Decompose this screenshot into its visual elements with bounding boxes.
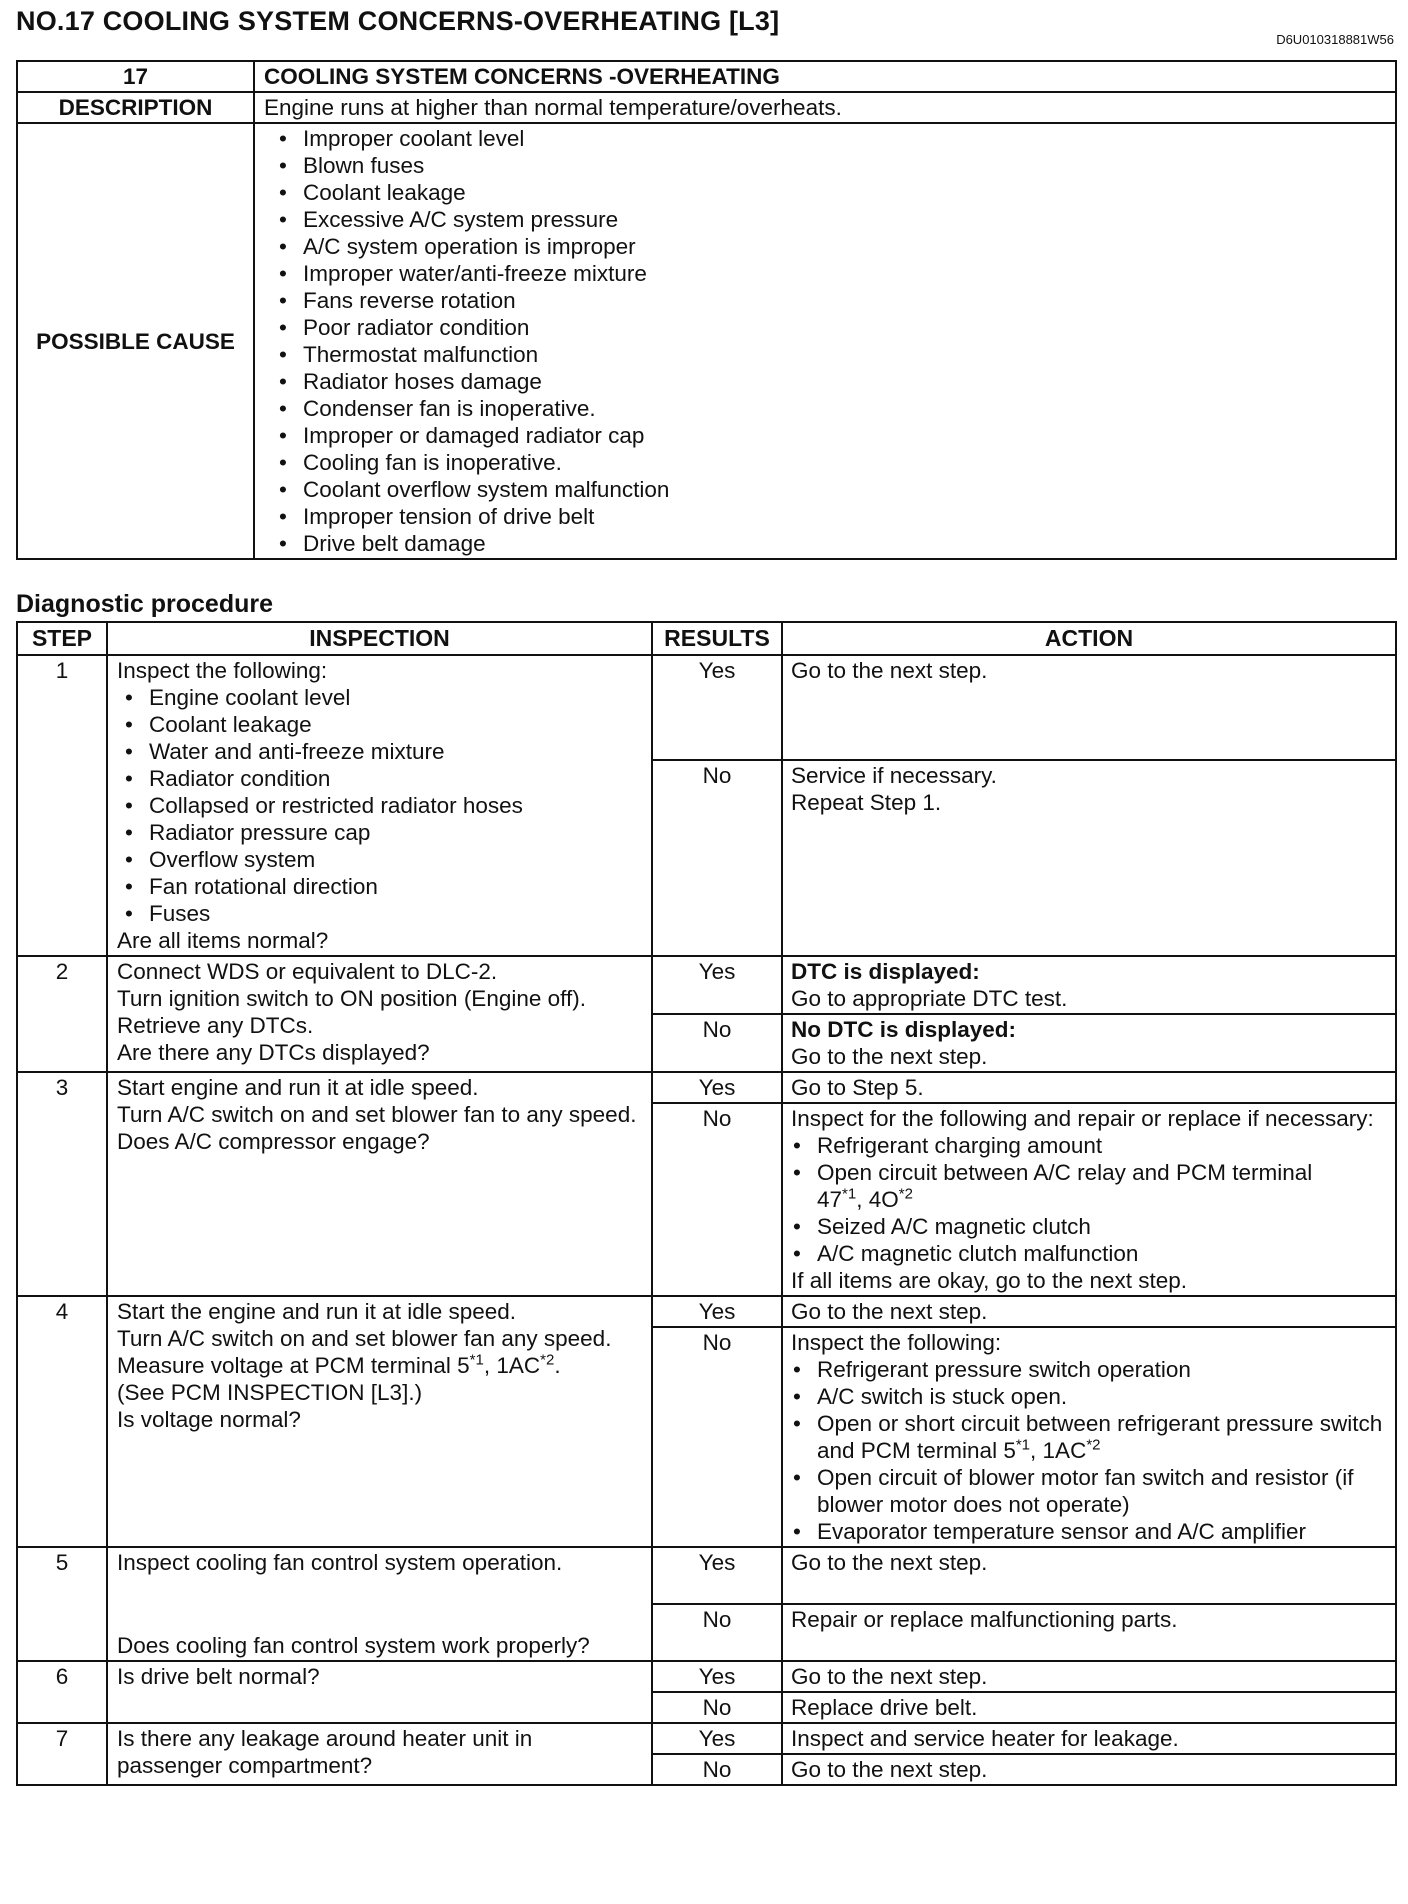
step-5-inspection bbox=[107, 1547, 652, 1661]
result-no: No bbox=[652, 1754, 782, 1785]
inspection-text: Inspect the following: bbox=[117, 658, 328, 683]
action-yes: Go to the next step. bbox=[782, 1661, 1396, 1692]
inspection-question: Is voltage normal? bbox=[117, 1407, 301, 1432]
cause-item: • Radiator hoses damage bbox=[279, 368, 1386, 395]
description-text: Engine runs at higher than normal temperature/overheats. bbox=[254, 92, 1396, 123]
result-no: No bbox=[652, 1327, 782, 1547]
inspection-text: Connect WDS or equivalent to DLC-2. bbox=[117, 959, 498, 984]
result-yes: Yes bbox=[652, 1723, 782, 1754]
step-6-yes-row bbox=[17, 1661, 1396, 1692]
column-header-step: STEP bbox=[17, 622, 107, 655]
description-label: DESCRIPTION bbox=[17, 92, 254, 123]
possible-cause-cell bbox=[254, 123, 1396, 559]
action-no: Go to the next step. bbox=[782, 1754, 1396, 1785]
action-item: • Evaporator temperature sensor and A/C amplifier bbox=[793, 1518, 1386, 1545]
terminal-code: 4O bbox=[868, 1187, 899, 1212]
spacer bbox=[117, 1576, 642, 1632]
inspection-text: Turn ignition switch to ON position (Engine off). bbox=[117, 986, 586, 1011]
step-number: 6 bbox=[17, 1661, 107, 1723]
result-yes: Yes bbox=[652, 1547, 782, 1604]
inspection-text: Measure voltage at PCM terminal 5$^{*1}$, 1AC$^{*2}$. bbox=[117, 1351, 561, 1378]
step-2-yes-row bbox=[17, 956, 1396, 1014]
diagnostic-header-row bbox=[17, 622, 1396, 655]
column-header-inspection: INSPECTION bbox=[107, 622, 652, 655]
step-number: 1 bbox=[17, 655, 107, 956]
inspection-question: Is drive belt normal? bbox=[107, 1661, 652, 1723]
possible-cause-row bbox=[17, 123, 1396, 559]
action-yes: Go to the next step. bbox=[782, 1296, 1396, 1327]
result-no: No bbox=[652, 1604, 782, 1661]
action-yes: Go to the next step. bbox=[782, 1547, 1396, 1604]
action-item: • Open circuit of blower motor fan switch and resistor (if blower motor does not operate) bbox=[793, 1464, 1386, 1518]
action-yes: Go to Step 5. bbox=[782, 1072, 1396, 1103]
possible-cause-label: POSSIBLE CAUSE bbox=[17, 123, 254, 559]
action-item: • Seized A/C magnetic clutch bbox=[793, 1213, 1386, 1240]
inspection-question: Are all items normal? bbox=[117, 928, 329, 953]
action-text: Service if necessary. bbox=[791, 762, 997, 788]
result-no: No bbox=[652, 760, 782, 956]
result-no: No bbox=[652, 1014, 782, 1072]
cause-item: • Coolant leakage bbox=[279, 179, 1386, 206]
cause-item: • Blown fuses bbox=[279, 152, 1386, 179]
cause-item: • Fans reverse rotation bbox=[279, 287, 1386, 314]
inspection-question: Does cooling fan control system work properly? bbox=[117, 1633, 590, 1658]
terminal-code: 1AC bbox=[1042, 1438, 1087, 1463]
action-no bbox=[782, 760, 1396, 956]
action-text: Inspect for the following and repair or replace if necessary: bbox=[791, 1106, 1374, 1131]
overview-table bbox=[16, 60, 1397, 560]
inspection-item: • Fan rotational direction bbox=[125, 873, 642, 900]
action-yes: Inspect and service heater for leakage. bbox=[782, 1723, 1396, 1754]
inspection-text-part: Measure voltage at PCM terminal 5 bbox=[117, 1353, 470, 1378]
action-item: • A/C switch is stuck open. bbox=[793, 1383, 1386, 1410]
footnote-marker: *2 bbox=[1086, 1436, 1101, 1454]
footnote-marker: *1 bbox=[469, 1351, 484, 1369]
action-list bbox=[791, 1356, 1386, 1545]
inspection-text: Start the engine and run it at idle speed. bbox=[117, 1299, 517, 1324]
concern-number: 17 bbox=[17, 61, 254, 92]
action-no bbox=[782, 1103, 1396, 1296]
action-yes: Go to the next step. bbox=[782, 655, 1396, 760]
action-no: Repair or replace malfunctioning parts. bbox=[782, 1604, 1396, 1661]
action-item: • Open circuit between A/C relay and PCM terminal 47$^{*1}$, $4O^{*2}$ bbox=[793, 1159, 1386, 1213]
cause-item: • Coolant overflow system malfunction bbox=[279, 476, 1386, 503]
inspection-question: Does A/C compressor engage? bbox=[117, 1129, 430, 1154]
inspection-text: Start engine and run it at idle speed. bbox=[117, 1075, 479, 1100]
action-item: • Refrigerant pressure switch operation bbox=[793, 1356, 1386, 1383]
cause-item: • Improper coolant level bbox=[279, 125, 1386, 152]
inspection-item: • Water and anti-freeze mixture bbox=[125, 738, 642, 765]
terminal-code: 1AC bbox=[496, 1353, 541, 1378]
cause-item: • Excessive A/C system pressure bbox=[279, 206, 1386, 233]
inspection-text: Inspect cooling fan control system operation. bbox=[117, 1550, 563, 1575]
step-number: 3 bbox=[17, 1072, 107, 1296]
action-no bbox=[782, 1014, 1396, 1072]
inspection-item: • Radiator pressure cap bbox=[125, 819, 642, 846]
cause-item: • Improper or damaged radiator cap bbox=[279, 422, 1386, 449]
footnote-marker: *1 bbox=[1015, 1436, 1031, 1454]
cause-item: • Condenser fan is inoperative. bbox=[279, 395, 1386, 422]
action-text: If all items are okay, go to the next step. bbox=[791, 1268, 1188, 1293]
action-no bbox=[782, 1327, 1396, 1547]
footnote-marker: *2 bbox=[898, 1185, 913, 1203]
action-item-text: Open circuit between A/C relay and PCM terminal bbox=[817, 1160, 1313, 1185]
inspection-question: Are there any DTCs displayed? bbox=[117, 1040, 430, 1065]
footnote-marker: *1 bbox=[842, 1185, 857, 1203]
inspection-item: • Overflow system bbox=[125, 846, 642, 873]
action-heading: DTC is displayed: bbox=[791, 959, 980, 984]
step-number: 5 bbox=[17, 1547, 107, 1661]
terminal-code: 47 bbox=[817, 1187, 843, 1212]
step-5-yes-row bbox=[17, 1547, 1396, 1604]
inspection-item: • Fuses bbox=[125, 900, 642, 927]
column-header-results: RESULTS bbox=[652, 622, 782, 655]
result-yes: Yes bbox=[652, 1296, 782, 1327]
column-header-action: ACTION bbox=[782, 622, 1396, 655]
action-text: Repeat Step 1. bbox=[791, 789, 942, 815]
step-4-yes-row bbox=[17, 1296, 1396, 1327]
inspection-question: Is there any leakage around heater unit in passenger compartment? bbox=[107, 1723, 652, 1785]
step-3-inspection bbox=[107, 1072, 652, 1296]
result-yes: Yes bbox=[652, 1072, 782, 1103]
action-item: • Open or short circuit between refrigerant pressure switch and PCM terminal 5$^{*1}$, 1AC$^{*2}$ bbox=[793, 1410, 1386, 1464]
step-number: 2 bbox=[17, 956, 107, 1072]
description-row bbox=[17, 92, 1396, 123]
cause-item: • A/C system operation is improper bbox=[279, 233, 1386, 260]
inspection-list bbox=[117, 684, 642, 927]
action-list bbox=[791, 1132, 1386, 1267]
document-id: D6U010318881W56 bbox=[1276, 32, 1394, 47]
action-no: Replace drive belt. bbox=[782, 1692, 1396, 1723]
action-item: • Refrigerant charging amount bbox=[793, 1132, 1386, 1159]
inspection-text: Turn A/C switch on and set blower fan any speed. bbox=[117, 1326, 612, 1351]
step-7-yes-row bbox=[17, 1723, 1396, 1754]
step-4-inspection bbox=[107, 1296, 652, 1547]
diagnostic-table bbox=[16, 621, 1397, 1786]
result-yes: Yes bbox=[652, 655, 782, 760]
concern-heading: COOLING SYSTEM CONCERNS -OVERHEATING bbox=[254, 61, 1396, 92]
result-yes: Yes bbox=[652, 1661, 782, 1692]
action-heading: No DTC is displayed: bbox=[791, 1017, 1017, 1042]
inspection-reference: (See PCM INSPECTION [L3].) bbox=[117, 1380, 423, 1405]
cause-item: • Improper water/anti-freeze mixture bbox=[279, 260, 1386, 287]
step-number: 4 bbox=[17, 1296, 107, 1547]
inspection-item: • Coolant leakage bbox=[125, 711, 642, 738]
action-yes bbox=[782, 956, 1396, 1014]
cause-item: • Thermostat malfunction bbox=[279, 341, 1386, 368]
possible-cause-list bbox=[255, 125, 1386, 557]
result-yes: Yes bbox=[652, 956, 782, 1014]
cause-item: • Cooling fan is inoperative. bbox=[279, 449, 1386, 476]
inspection-text: Retrieve any DTCs. bbox=[117, 1013, 314, 1038]
step-2-inspection bbox=[107, 956, 652, 1072]
page-title: NO.17 COOLING SYSTEM CONCERNS-OVERHEATING [L3] bbox=[16, 6, 780, 36]
inspection-item: • Engine coolant level bbox=[125, 684, 642, 711]
inspection-item: • Radiator condition bbox=[125, 765, 642, 792]
inspection-text: Turn A/C switch on and set blower fan to any speed. bbox=[117, 1102, 637, 1127]
action-text: Go to the next step. bbox=[791, 1044, 988, 1069]
result-no: No bbox=[652, 1103, 782, 1296]
step-3-yes-row bbox=[17, 1072, 1396, 1103]
action-item-text: Open or short circuit between refrigerant pressure switch and PCM terminal 5 bbox=[817, 1411, 1383, 1463]
step-number: 7 bbox=[17, 1723, 107, 1785]
step-1-inspection bbox=[107, 655, 652, 956]
result-no: No bbox=[652, 1692, 782, 1723]
cause-item: • Poor radiator condition bbox=[279, 314, 1386, 341]
action-item: • A/C magnetic clutch malfunction bbox=[793, 1240, 1386, 1267]
step-1-yes-row bbox=[17, 655, 1396, 760]
inspection-item: • Collapsed or restricted radiator hoses bbox=[125, 792, 642, 819]
cause-item: • Drive belt damage bbox=[279, 530, 1386, 557]
overview-header-row bbox=[17, 61, 1396, 92]
cause-item: • Improper tension of drive belt bbox=[279, 503, 1386, 530]
footnote-marker: *2 bbox=[540, 1351, 555, 1369]
diagnostic-procedure-heading: Diagnostic procedure bbox=[16, 590, 273, 618]
action-text: Go to appropriate DTC test. bbox=[791, 986, 1068, 1011]
action-text: Inspect the following: bbox=[791, 1330, 1002, 1355]
